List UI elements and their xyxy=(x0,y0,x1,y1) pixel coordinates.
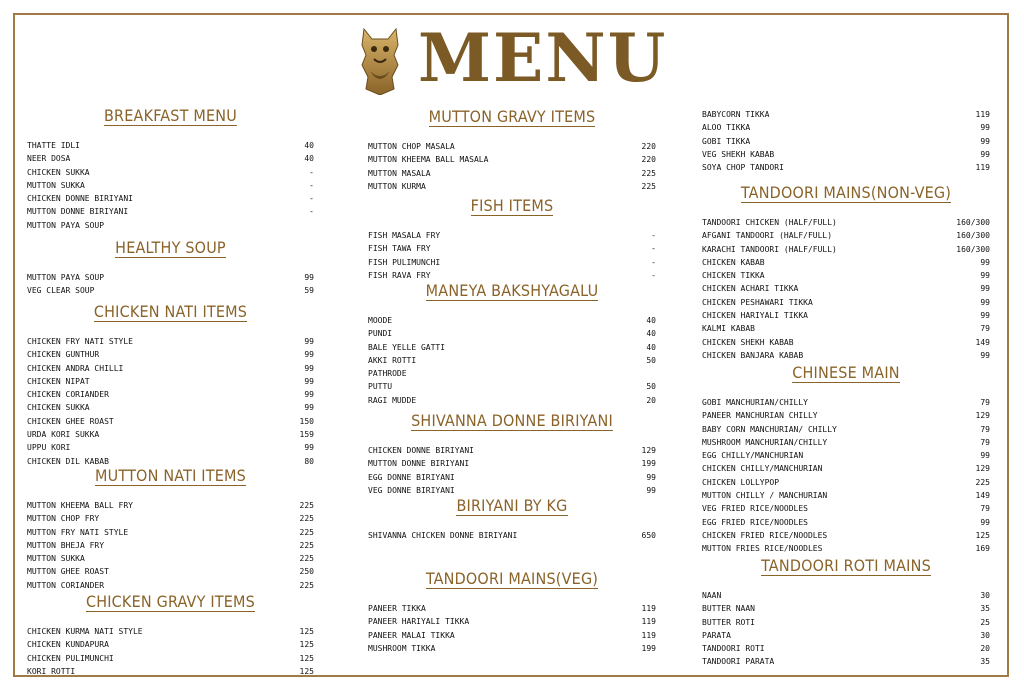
item-price: 225 xyxy=(299,580,314,590)
menu-item xyxy=(27,526,314,539)
item-price: 30 xyxy=(980,630,990,640)
section-heading: MUTTON GRAVY ITEMS xyxy=(428,107,596,126)
item-name: MUTTON CHILLY / MANCHURIAN xyxy=(702,491,828,501)
item-price: 35 xyxy=(980,604,990,614)
menu-item xyxy=(368,602,656,615)
menu-item xyxy=(702,642,990,655)
item-price: 99 xyxy=(304,403,314,413)
item-name: CHICKEN DONNE BIRIYANI xyxy=(27,194,133,204)
item-price: 79 xyxy=(980,324,990,334)
item-name: CHICKEN KURMA NATI STYLE xyxy=(27,627,143,636)
item-price: 149 xyxy=(975,491,990,501)
menu-item xyxy=(27,362,314,375)
item-price: 40 xyxy=(304,141,314,150)
menu-section-chinese-main xyxy=(702,363,990,556)
menu-item xyxy=(702,655,990,668)
item-name: MUTTON BHEJA FRY xyxy=(27,540,105,550)
menu-item xyxy=(27,388,314,401)
item-name: MUTTON DONNE BIRIYANI xyxy=(368,459,470,469)
item-name: CHICKEN FRIED RICE/NOODLES xyxy=(702,530,828,540)
item-name: MUTTON CHOP FRY xyxy=(27,514,100,524)
item-name: MUTTON CORIANDER xyxy=(27,580,105,590)
item-price: 129 xyxy=(975,411,990,421)
item-name: GOBI MANCHURIAN/CHILLY xyxy=(702,398,808,407)
item-price: 99 xyxy=(980,149,990,159)
menu-item xyxy=(702,629,990,642)
item-price: 225 xyxy=(299,527,314,537)
item-name: UPPU KORI xyxy=(27,443,71,453)
item-price: 79 xyxy=(980,398,990,407)
item-price: 225 xyxy=(299,501,314,510)
item-name: BABYCORN TIKKA xyxy=(702,110,770,119)
item-price: 99 xyxy=(980,451,990,461)
item-name: PUTTU xyxy=(368,382,393,392)
menu-section-chicken-nati-items xyxy=(27,302,314,468)
item-name: MUTTON FRIES RICE/NOODLES xyxy=(702,544,823,554)
item-price: 40 xyxy=(646,329,656,339)
item-name: AFGANI TANDOORI (HALF/FULL) xyxy=(702,231,833,241)
item-name: CHICKEN DONNE BIRIYANI xyxy=(368,446,474,455)
item-price: - xyxy=(651,231,656,240)
menu-item xyxy=(27,625,314,638)
item-price: 125 xyxy=(299,666,314,676)
item-name: MUTTON FRY NATI STYLE xyxy=(27,527,129,537)
section-heading: CHICKEN GRAVY ITEMS xyxy=(85,592,256,611)
item-price: 225 xyxy=(641,181,656,191)
item-price: 40 xyxy=(646,342,656,352)
item-price: 225 xyxy=(641,168,656,178)
menu-item xyxy=(702,256,990,269)
section-heading: TANDOORI MAINS(VEG) xyxy=(425,569,599,588)
menu-title: MENU xyxy=(418,19,668,97)
item-price xyxy=(626,367,656,380)
item-name: CHICKEN ACHARI TIKKA xyxy=(702,284,799,294)
item-name: MUTTON SUKKA xyxy=(27,180,85,190)
menu-section-biriyani-by-kg xyxy=(368,496,656,542)
menu-item xyxy=(702,476,990,489)
item-name: CHICKEN CORIANDER xyxy=(27,390,109,400)
menu-item xyxy=(27,271,314,284)
item-price: 40 xyxy=(304,154,314,164)
item-price: 99 xyxy=(304,350,314,360)
item-name: BABY CORN MANCHURIAN/ CHILLY xyxy=(702,424,837,434)
menu-item xyxy=(702,449,990,462)
item-name: CHICKEN SUKKA xyxy=(27,403,90,413)
item-name: PATHRODE xyxy=(368,369,407,379)
item-price: 99 xyxy=(304,376,314,386)
item-price: 79 xyxy=(980,424,990,434)
item-price xyxy=(284,219,314,232)
menu-section-mutton-nati-items xyxy=(27,466,314,592)
item-price: 79 xyxy=(980,437,990,447)
item-name: MUTTON PAYA SOUP xyxy=(27,273,105,282)
item-name: PANEER HARIYALI TIKKA xyxy=(368,617,470,627)
menu-item xyxy=(702,282,990,295)
menu-item xyxy=(368,327,656,340)
item-name: VEG CLEAR SOUP xyxy=(27,286,95,296)
item-name: MOODE xyxy=(368,316,393,325)
item-price: 40 xyxy=(646,316,656,325)
menu-item xyxy=(368,642,656,655)
item-price: - xyxy=(651,270,656,280)
item-name: PANEER TIKKA xyxy=(368,604,426,613)
menu-item xyxy=(27,348,314,361)
item-name: KALMI KABAB xyxy=(702,324,755,334)
item-price: 79 xyxy=(980,504,990,514)
item-name: CHICKEN CHILLY/MANCHURIAN xyxy=(702,464,823,474)
item-name: CHICKEN SHEKH KABAB xyxy=(702,337,794,347)
menu-item xyxy=(702,243,990,256)
menu-item xyxy=(368,367,656,380)
section-heading: BREAKFAST MENU xyxy=(103,106,238,125)
item-price: 99 xyxy=(980,257,990,267)
item-name: MUSHROOM MANCHURIAN/CHILLY xyxy=(702,437,828,447)
item-name: CHICKEN SUKKA xyxy=(27,167,90,177)
item-name: KARACHI TANDOORI (HALF/FULL) xyxy=(702,244,837,254)
menu-section-mutton-gravy-items xyxy=(368,107,656,193)
menu-item xyxy=(368,256,656,269)
menu-item xyxy=(702,296,990,309)
item-name: CHICKEN FRY NATI STYLE xyxy=(27,337,133,346)
item-price: - xyxy=(309,167,314,177)
item-name: VEG DONNE BIRIYANI xyxy=(368,485,455,495)
menu-item xyxy=(27,552,314,565)
menu-item xyxy=(27,401,314,414)
item-name: TANDOORI CHICKEN (HALF/FULL) xyxy=(702,218,837,227)
item-name: CHICKEN DIL KABAB xyxy=(27,456,109,466)
item-price: 119 xyxy=(975,110,990,119)
item-price: 220 xyxy=(641,155,656,165)
item-price: 99 xyxy=(980,123,990,133)
menu-item xyxy=(27,139,314,152)
item-name: PARATA xyxy=(702,630,731,640)
item-name: MUTTON GHEE ROAST xyxy=(27,567,109,577)
menu-section-continued xyxy=(702,108,990,174)
menu-item xyxy=(27,499,314,512)
item-name: MUTTON KURMA xyxy=(368,181,426,191)
item-name: BUTTER ROTI xyxy=(702,617,755,627)
menu-item xyxy=(702,423,990,436)
item-price: 99 xyxy=(980,350,990,360)
item-name: EGG DONNE BIRIYANI xyxy=(368,472,455,482)
item-name: NAAN xyxy=(702,591,722,600)
item-name: CHICKEN KABAB xyxy=(702,257,765,267)
menu-section-maneya-bakshyagalu xyxy=(368,281,656,407)
menu-item xyxy=(368,380,656,393)
item-price: 59 xyxy=(304,286,314,296)
section-heading: HEALTHY SOUP xyxy=(115,238,226,257)
section-heading: SHIVANNA DONNE BIRIYANI xyxy=(411,411,613,430)
item-name: MUTTON SUKKA xyxy=(27,554,85,564)
menu-item xyxy=(27,152,314,165)
item-price: 169 xyxy=(975,544,990,554)
item-price: 99 xyxy=(304,363,314,373)
menu-item xyxy=(368,167,656,180)
item-price: 80 xyxy=(304,456,314,466)
menu-item xyxy=(702,462,990,475)
item-price: 149 xyxy=(975,337,990,347)
section-heading: TANDOORI MAINS(NON-VEG) xyxy=(740,183,952,202)
menu-section-shivanna-donne-biriyani xyxy=(368,411,656,497)
menu-item xyxy=(368,242,656,255)
item-price: 119 xyxy=(641,604,656,613)
item-price: 30 xyxy=(980,591,990,600)
item-name: PUNDI xyxy=(368,329,393,339)
item-price: 99 xyxy=(980,136,990,146)
item-name: CHICKEN PULIMUNCHI xyxy=(27,653,114,663)
item-name: CHICKEN HARIYALI TIKKA xyxy=(702,311,808,321)
menu-item xyxy=(27,284,314,297)
item-name: SHIVANNA CHICKEN DONNE BIRIYANI xyxy=(368,531,518,540)
item-price: 159 xyxy=(299,430,314,440)
menu-item xyxy=(368,471,656,484)
item-price: 225 xyxy=(299,554,314,564)
item-name: EGG CHILLY/MANCHURIAN xyxy=(702,451,804,461)
item-name: ALOO TIKKA xyxy=(702,123,751,133)
item-name: CHICKEN TIKKA xyxy=(702,271,765,281)
item-price: 50 xyxy=(646,382,656,392)
item-name: MUTTON DONNE BIRIYANI xyxy=(27,207,129,217)
item-name: CHICKEN NIPAT xyxy=(27,376,90,386)
menu-section-chicken-gravy-items xyxy=(27,592,314,678)
item-price: 35 xyxy=(980,657,990,667)
item-name: URDA KORI SUKKA xyxy=(27,430,100,440)
item-price: 125 xyxy=(299,640,314,650)
menu-item xyxy=(368,314,656,327)
menu-item xyxy=(27,219,314,232)
section-heading: CHINESE MAIN xyxy=(792,363,900,382)
menu-item xyxy=(702,135,990,148)
item-price: 99 xyxy=(646,472,656,482)
item-price: 125 xyxy=(975,530,990,540)
menu-section-breakfast-menu xyxy=(27,106,314,232)
menu-item xyxy=(702,269,990,282)
item-name: MUTTON CHOP MASALA xyxy=(368,142,455,151)
menu-item xyxy=(27,415,314,428)
menu-item xyxy=(702,148,990,161)
menu-item xyxy=(702,502,990,515)
item-name: MUSHROOM TIKKA xyxy=(368,643,436,653)
menu-item xyxy=(27,166,314,179)
item-name: CHICKEN BANJARA KABAB xyxy=(702,350,804,360)
item-price: 20 xyxy=(980,644,990,654)
item-price: 25 xyxy=(980,617,990,627)
item-price: 225 xyxy=(299,540,314,550)
item-name: PANEER MALAI TIKKA xyxy=(368,630,455,640)
item-price: 220 xyxy=(641,142,656,151)
item-price: 125 xyxy=(299,653,314,663)
menu-item xyxy=(27,539,314,552)
item-name: CHICKEN KUNDAPURA xyxy=(27,640,109,650)
item-price: 99 xyxy=(304,443,314,453)
section-heading: CHICKEN NATI ITEMS xyxy=(93,302,248,321)
menu-item xyxy=(702,589,990,602)
menu-item xyxy=(702,121,990,134)
menu-item xyxy=(27,335,314,348)
item-price: 129 xyxy=(641,446,656,455)
menu-item xyxy=(702,616,990,629)
item-name: FISH RAVA FRY xyxy=(368,270,431,280)
menu-item xyxy=(368,629,656,642)
item-price: 99 xyxy=(980,284,990,294)
section-heading: MUTTON NATI ITEMS xyxy=(95,466,246,485)
item-name: KORI ROTTI xyxy=(27,666,76,676)
item-name: GOBI TIKKA xyxy=(702,136,751,146)
item-name: CHICKEN GUNTHUR xyxy=(27,350,100,360)
menu-item xyxy=(702,161,990,174)
menu-item xyxy=(702,489,990,502)
item-price: 199 xyxy=(641,459,656,469)
item-name: MUTTON KHEEMA BALL FRY xyxy=(27,501,133,510)
menu-item xyxy=(27,192,314,205)
item-price: 99 xyxy=(646,485,656,495)
item-price: 650 xyxy=(641,531,656,540)
menu-item xyxy=(368,229,656,242)
item-price: 119 xyxy=(641,630,656,640)
menu-item xyxy=(27,179,314,192)
section-heading: BIRIYANI BY KG xyxy=(456,496,568,515)
menu-item xyxy=(27,375,314,388)
item-name: VEG FRIED RICE/NOODLES xyxy=(702,504,808,514)
menu-item xyxy=(702,436,990,449)
item-price: 99 xyxy=(980,311,990,321)
menu-section-healthy-soup xyxy=(27,238,314,298)
item-price: - xyxy=(309,180,314,190)
menu-item xyxy=(702,336,990,349)
item-price: 20 xyxy=(646,395,656,405)
item-name: SOYA CHOP TANDORI xyxy=(702,163,784,173)
item-price: 99 xyxy=(980,297,990,307)
item-price: 129 xyxy=(975,464,990,474)
item-price: 99 xyxy=(980,271,990,281)
item-name: AKKI ROTTI xyxy=(368,355,417,365)
menu-item xyxy=(27,441,314,454)
item-price: 99 xyxy=(980,517,990,527)
menu-section-tandoori-mains-non-veg xyxy=(702,183,990,362)
item-name: MUTTON KHEEMA BALL MASALA xyxy=(368,155,489,165)
item-price: 160/300 xyxy=(956,231,990,241)
item-name: FISH MASALA FRY xyxy=(368,231,441,240)
item-price: 99 xyxy=(304,273,314,282)
item-name: CHICKEN LOLLYPOP xyxy=(702,477,780,487)
item-price: 160/300 xyxy=(956,244,990,254)
menu-item xyxy=(702,529,990,542)
menu-item xyxy=(368,354,656,367)
menu-item xyxy=(702,309,990,322)
menu-item xyxy=(27,579,314,592)
item-price: 160/300 xyxy=(956,218,990,227)
item-name: BUTTER NAAN xyxy=(702,604,755,614)
item-name: FISH PULIMUNCHI xyxy=(368,257,441,267)
item-name: EGG FRIED RICE/NOODLES xyxy=(702,517,808,527)
menu-item xyxy=(368,457,656,470)
item-price: 99 xyxy=(304,390,314,400)
menu-section-fish-items xyxy=(368,196,656,282)
menu-item xyxy=(702,216,990,229)
menu-item xyxy=(27,428,314,441)
menu-item xyxy=(702,516,990,529)
item-name: RAGI MUDDE xyxy=(368,395,417,405)
menu-item xyxy=(27,565,314,578)
section-heading: FISH ITEMS xyxy=(470,196,554,215)
restaurant-logo-icon xyxy=(358,25,402,95)
menu-item xyxy=(702,349,990,362)
item-price: 119 xyxy=(641,617,656,627)
item-price: 50 xyxy=(646,355,656,365)
item-name: BALE YELLE GATTI xyxy=(368,342,446,352)
menu-item xyxy=(368,153,656,166)
item-price: 150 xyxy=(299,416,314,426)
item-name: TANDOORI PARATA xyxy=(702,657,775,667)
menu-item xyxy=(702,542,990,555)
item-price: - xyxy=(651,244,656,254)
item-price: 250 xyxy=(299,567,314,577)
item-name: CHICKEN GHEE ROAST xyxy=(27,416,114,426)
menu-item xyxy=(702,322,990,335)
menu-item xyxy=(702,602,990,615)
menu-item xyxy=(368,341,656,354)
item-price: 99 xyxy=(304,337,314,346)
menu-item xyxy=(368,529,656,542)
item-name: CHICKEN PESHAWARI TIKKA xyxy=(702,297,813,307)
menu-item xyxy=(368,140,656,153)
menu-item xyxy=(27,512,314,525)
menu-item xyxy=(702,396,990,409)
item-price: - xyxy=(309,207,314,217)
item-name: VEG SHEKH KABAB xyxy=(702,149,775,159)
menu-item xyxy=(27,652,314,665)
item-price: 225 xyxy=(975,477,990,487)
item-name: CHICKEN ANDRA CHILLI xyxy=(27,363,124,373)
item-name: THATTE IDLI xyxy=(27,141,80,150)
item-name: MUTTON MASALA xyxy=(368,168,431,178)
menu-item xyxy=(368,394,656,407)
item-price: 225 xyxy=(299,514,314,524)
item-name: PANEER MANCHURIAN CHILLY xyxy=(702,411,818,421)
menu-item xyxy=(702,229,990,242)
menu-item xyxy=(702,108,990,121)
item-price: 119 xyxy=(975,163,990,173)
item-price: - xyxy=(651,257,656,267)
menu-item xyxy=(368,180,656,193)
menu-item xyxy=(27,205,314,218)
menu-item xyxy=(368,615,656,628)
section-heading: MANEYA BAKSHYAGALU xyxy=(425,281,599,300)
item-price: - xyxy=(309,194,314,204)
item-name: TANDOORI ROTI xyxy=(702,644,765,654)
menu-item xyxy=(368,444,656,457)
item-name: MUTTON PAYA SOUP xyxy=(27,220,105,230)
menu-section-tandoori-roti-mains xyxy=(702,556,990,669)
item-price: 199 xyxy=(641,643,656,653)
section-heading: TANDOORI ROTI MAINS xyxy=(761,556,931,575)
item-name: FISH TAWA FRY xyxy=(368,244,431,254)
menu-item xyxy=(27,665,314,678)
menu-item xyxy=(27,638,314,651)
menu-section-tandoori-mains-veg xyxy=(368,569,656,655)
item-name: NEER DOSA xyxy=(27,154,71,164)
menu-item xyxy=(702,409,990,422)
item-price: 125 xyxy=(299,627,314,636)
